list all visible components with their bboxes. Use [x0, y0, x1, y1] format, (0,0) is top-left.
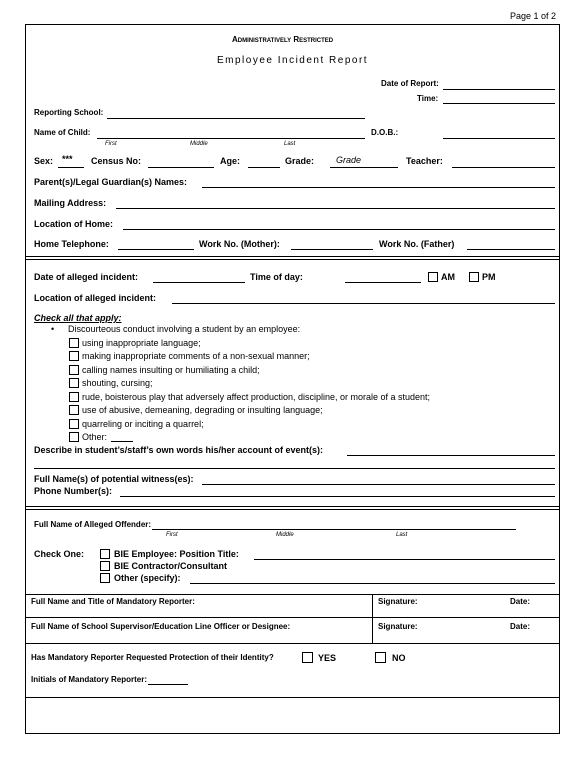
guardians-label: Parent(s)/Legal Guardian(s) Names:	[34, 177, 188, 187]
section-divider	[25, 506, 560, 507]
phone-label: Phone Number(s):	[34, 486, 113, 496]
age-field[interactable]	[248, 167, 280, 168]
bie-employee-checkbox[interactable]	[100, 549, 110, 559]
incident-date-field[interactable]	[153, 282, 245, 283]
bie-employee-label: BIE Employee: Position Title:	[114, 549, 239, 559]
item-checkbox[interactable]	[69, 338, 79, 348]
incident-time-label: Time of day:	[250, 272, 303, 282]
pm-checkbox[interactable]	[469, 272, 479, 282]
work-mother-label: Work No. (Mother):	[199, 239, 280, 249]
item-label: shouting, cursing;	[82, 378, 153, 388]
position-title-field[interactable]	[254, 559, 555, 560]
item-checkbox[interactable]	[69, 392, 79, 402]
mandatory-reporter-label: Full Name and Title of Mandatory Reporter:	[31, 597, 195, 606]
offender-last-caption: Last	[396, 532, 408, 538]
mailing-field[interactable]	[116, 208, 555, 209]
describe-label: Describe in student’s/staff’s own words his/her account of event(s):	[34, 445, 324, 455]
date-of-report-field[interactable]	[443, 89, 555, 90]
grade-field[interactable]	[330, 167, 398, 168]
bie-contractor-label: BIE Contractor/Consultant	[114, 561, 228, 571]
item-label: use of abusive, demeaning, degrading or insulting language;	[82, 405, 323, 415]
incident-time-field[interactable]	[345, 282, 421, 283]
item-checkbox[interactable]	[69, 378, 79, 388]
row-divider	[25, 617, 560, 618]
signature-label: Signature:	[378, 597, 418, 606]
form-title: Employee Incident Report	[217, 55, 369, 66]
item-checkbox[interactable]	[69, 405, 79, 415]
protection-question: Has Mandatory Reporter Requested Protection of their Identity?	[31, 653, 274, 662]
no-label: NO	[392, 653, 406, 663]
other-specify-checkbox[interactable]	[100, 573, 110, 583]
item-label: rude, boisterous play that adversely affect production, discipline, or morale of a student;	[82, 392, 431, 402]
discourteous-conduct-label: Discourteous conduct involving a student by an employee:	[68, 324, 301, 334]
no-checkbox[interactable]	[375, 652, 386, 663]
page-number: Page 1 of 2	[510, 11, 557, 21]
restricted-label: Administratively Restricted	[232, 35, 334, 44]
other-label: Other:	[82, 432, 108, 442]
reporting-school-field[interactable]	[107, 118, 365, 119]
phone-field[interactable]	[120, 496, 555, 497]
incident-location-label: Location of alleged incident:	[34, 293, 157, 303]
column-divider	[372, 594, 373, 643]
witness-field[interactable]	[202, 484, 555, 485]
yes-checkbox[interactable]	[302, 652, 313, 663]
other-specify-field[interactable]	[190, 583, 555, 584]
other-field[interactable]	[111, 441, 133, 442]
am-checkbox[interactable]	[428, 272, 438, 282]
mailing-label: Mailing Address:	[34, 198, 107, 208]
yes-label: YES	[318, 653, 337, 663]
item-label: quarreling or inciting a quarrel;	[82, 419, 204, 429]
time-field[interactable]	[443, 103, 555, 104]
census-field[interactable]	[148, 167, 214, 168]
initials-field[interactable]	[148, 684, 188, 685]
teacher-field[interactable]	[452, 167, 555, 168]
age-label: Age:	[220, 156, 240, 166]
offender-name-label: Full Name of Alleged Offender:	[34, 520, 152, 529]
row-divider	[25, 594, 560, 595]
date-of-report-label: Date of Report:	[381, 79, 439, 88]
supervisor-label: Full Name of School Supervisor/Education Line Officer or Designee:	[31, 622, 291, 631]
offender-name-field[interactable]	[152, 529, 516, 530]
location-home-label: Location of Home:	[34, 219, 113, 229]
item-label: calling names insulting or humiliating a child;	[82, 365, 260, 375]
item-label: using inappropriate language;	[82, 338, 201, 348]
sex-value: ***	[62, 154, 73, 164]
child-name-field[interactable]	[97, 138, 365, 139]
child-name-label: Name of Child:	[34, 128, 91, 137]
child-first-caption: First	[105, 141, 117, 147]
check-all-heading: Check all that apply:	[34, 313, 122, 323]
offender-first-caption: First	[166, 532, 178, 538]
incident-date-label: Date of alleged incident:	[34, 272, 139, 282]
section-divider	[25, 509, 560, 510]
row-divider	[25, 643, 560, 644]
witness-label: Full Name(s) of potential witness(es):	[34, 474, 194, 484]
time-label: Time:	[417, 94, 439, 103]
section-divider	[25, 256, 560, 257]
incident-location-field[interactable]	[172, 303, 555, 304]
teacher-label: Teacher:	[406, 156, 443, 166]
location-home-field[interactable]	[123, 229, 555, 230]
item-checkbox[interactable]	[69, 432, 79, 442]
home-phone-field[interactable]	[118, 249, 194, 250]
census-label: Census No:	[91, 156, 142, 166]
work-father-field[interactable]	[467, 249, 555, 250]
child-last-caption: Last	[284, 141, 296, 147]
grade-value: Grade	[336, 155, 362, 165]
sex-label: Sex:	[34, 156, 54, 166]
date-label: Date:	[510, 597, 531, 606]
item-checkbox[interactable]	[69, 419, 79, 429]
item-label: making inappropriate comments of a non-sexual manner;	[82, 351, 310, 361]
describe-field-line[interactable]	[34, 468, 555, 469]
bie-contractor-checkbox[interactable]	[100, 561, 110, 571]
signature-label: Signature:	[378, 622, 418, 631]
other-specify-label: Other (specify):	[114, 573, 181, 583]
section-divider	[25, 259, 560, 260]
check-one-label: Check One:	[34, 549, 85, 559]
guardians-field[interactable]	[202, 187, 555, 188]
item-checkbox[interactable]	[69, 351, 79, 361]
child-middle-caption: Middle	[190, 141, 208, 147]
grade-label: Grade:	[285, 156, 315, 166]
initials-label: Initials of Mandatory Reporter:	[31, 675, 148, 684]
work-mother-field[interactable]	[291, 249, 373, 250]
dob-field[interactable]	[443, 138, 555, 139]
offender-middle-caption: Middle	[276, 532, 294, 538]
reporting-school-label: Reporting School:	[34, 108, 104, 117]
describe-field[interactable]	[347, 455, 555, 456]
section-divider	[25, 697, 560, 698]
item-checkbox[interactable]	[69, 365, 79, 375]
home-phone-label: Home Telephone:	[34, 239, 109, 249]
date-label: Date:	[510, 622, 531, 631]
am-label: AM	[441, 272, 455, 282]
pm-label: PM	[482, 272, 496, 282]
sex-field[interactable]	[58, 167, 84, 168]
work-father-label: Work No. (Father)	[379, 239, 455, 249]
dob-label: D.O.B.:	[371, 128, 399, 137]
bullet-marker: •	[51, 324, 55, 334]
